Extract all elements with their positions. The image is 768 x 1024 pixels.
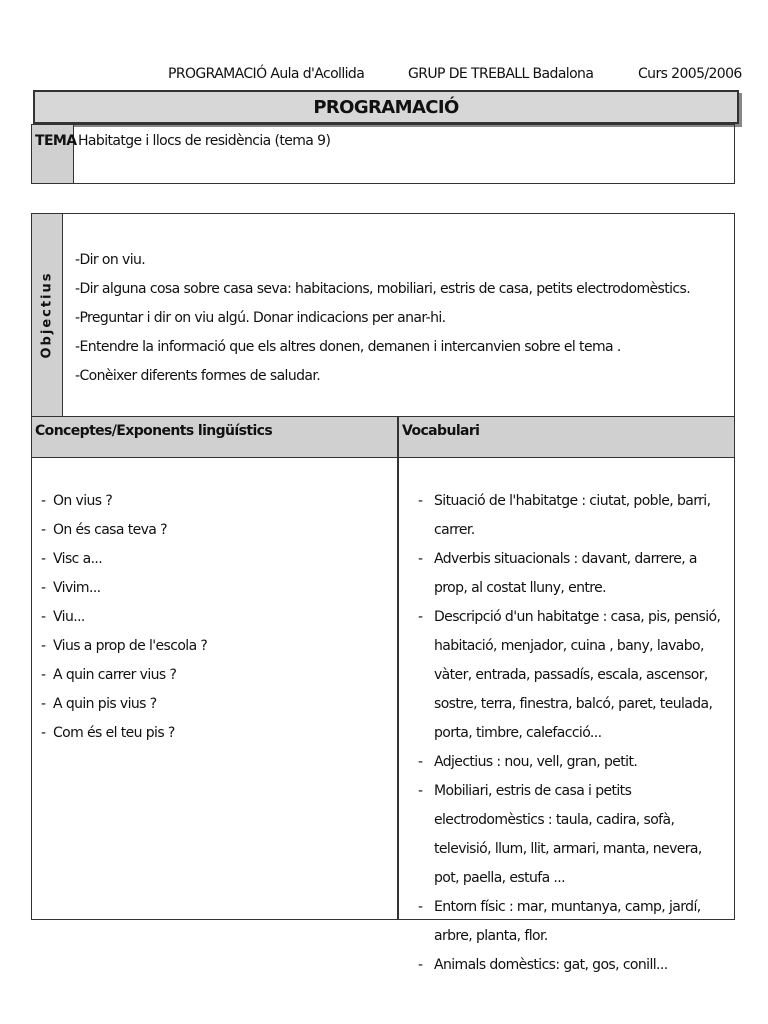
objectiu-item — [75, 333, 690, 362]
bullet-dash: - — [75, 368, 80, 384]
objectiu-item — [75, 275, 690, 304]
objectiu-item-text: Preguntar i dir on viu algú. Donar indicacions per anar-hi. — [79, 310, 446, 326]
objectius-list — [63, 214, 690, 416]
vocabulari-item — [418, 603, 730, 748]
concepte-item — [41, 574, 381, 603]
bullet-dash: - — [418, 899, 423, 915]
concepte-item-text: Vius a prop de l'escola ? — [53, 638, 208, 654]
bullet-dash: - — [418, 609, 423, 625]
concepte-item — [41, 690, 381, 719]
concepte-item — [41, 661, 381, 690]
objectiu-item-text: Entendre la informació que els altres donen, demanen i intercanvien sobre el tema . — [79, 339, 621, 355]
concepte-item-text: A quin carrer vius ? — [53, 667, 177, 683]
vocabulari-item — [418, 545, 730, 603]
objectiu-item-text: Conèixer diferents formes de saludar. — [79, 368, 321, 384]
vocabulari-item — [418, 487, 730, 545]
vocabulari-item-text: Entorn físic : mar, muntanya, camp, jardí, arbre, planta, flor. — [434, 899, 701, 944]
conceptes-header: Conceptes/Exponents lingüístics — [35, 423, 273, 439]
bullet-dash: - — [41, 638, 46, 654]
bullet-dash: - — [418, 551, 423, 567]
bullet-dash: - — [75, 310, 80, 326]
concepte-item — [41, 545, 381, 574]
bullet-dash: - — [41, 580, 46, 596]
bullet-dash: - — [41, 609, 46, 625]
concepte-item-text: Visc a... — [53, 551, 103, 567]
bullet-dash: - — [41, 551, 46, 567]
tema-value: Habitatge i llocs de residència (tema 9) — [78, 133, 331, 149]
concepte-item-text: Vivim... — [53, 580, 101, 596]
bullet-dash: - — [41, 493, 46, 509]
conceptes-list — [41, 487, 381, 748]
header-curs: Curs 2005/2006 — [638, 66, 742, 82]
objectiu-item-text: Dir alguna cosa sobre casa seva: habitacions, mobiliari, estris de casa, petits electrodomèstics. — [79, 281, 691, 297]
vocabulari-list — [418, 487, 730, 980]
concepte-item-text: Com és el teu pis ? — [53, 725, 175, 741]
header-grup: GRUP DE TREBALL Badalona — [408, 66, 594, 82]
bullet-dash: - — [75, 339, 80, 355]
vocabulari-item — [418, 777, 730, 893]
bullet-dash: - — [41, 522, 46, 538]
objectiu-item-text: Dir on viu. — [79, 252, 146, 268]
header-programacio: PROGRAMACIÓ Aula d'Acollida — [168, 66, 365, 82]
vocabulari-item-text: Adjectius : nou, vell, gran, petit. — [434, 754, 638, 770]
vocabulari-item-text: Mobiliari, estris de casa i petits electrodomèstics : taula, cadira, sofà, televisió, llum, llit, armari, manta, nevera, pot, paella, estufa ... — [434, 783, 702, 886]
content-grid — [31, 417, 735, 973]
concepte-item-text: On és casa teva ? — [53, 522, 167, 538]
bullet-dash: - — [418, 957, 423, 973]
objectius-label: Objectius — [39, 271, 55, 359]
objectiu-item — [75, 362, 690, 391]
vocabulari-item-text: Descripció d'un habitatge : casa, pis, pensió, habitació, menjador, cuina , bany, lavabo, vàter, entrada, passadís, escala, ascensor, sostre, terra, finestra, balcó, paret, teulada, porta, timbre, calefacció... — [434, 609, 721, 741]
vocabulari-item — [418, 748, 730, 777]
bullet-dash: - — [418, 783, 423, 799]
bullet-dash: - — [418, 754, 423, 770]
bullet-dash: - — [418, 493, 423, 509]
vocabulari-item-text: Situació de l'habitatge : ciutat, poble, barri, carrer. — [434, 493, 711, 538]
concepte-item-text: Viu... — [53, 609, 85, 625]
objectius-label-cell — [32, 214, 63, 416]
objectiu-item — [75, 246, 690, 275]
bullet-dash: - — [75, 252, 80, 268]
tema-label: TEMA — [32, 125, 74, 183]
objectius-section — [31, 213, 735, 417]
concepte-item-text: On vius ? — [53, 493, 113, 509]
vocabulari-item-text: Adverbis situacionals : davant, darrere, a prop, al costat lluny, entre. — [434, 551, 697, 596]
bullet-dash: - — [41, 725, 46, 741]
bullet-dash: - — [75, 281, 80, 297]
concepte-item — [41, 603, 381, 632]
vocabulari-item — [418, 951, 730, 980]
bullet-dash: - — [41, 696, 46, 712]
vocabulari-item — [418, 893, 730, 951]
concepte-item — [41, 719, 381, 748]
concepte-item-text: A quin pis vius ? — [53, 696, 157, 712]
objectiu-item — [75, 304, 690, 333]
concepte-item — [41, 516, 381, 545]
page-title: PROGRAMACIÓ — [33, 90, 739, 124]
vocabulari-item-text: Animals domèstics: gat, gos, conill... — [434, 957, 668, 973]
vocabulari-header: Vocabulari — [402, 423, 480, 439]
column-divider — [397, 417, 399, 919]
tema-section — [31, 124, 735, 184]
bullet-dash: - — [41, 667, 46, 683]
concepte-item — [41, 632, 381, 661]
concepte-item — [41, 487, 381, 516]
